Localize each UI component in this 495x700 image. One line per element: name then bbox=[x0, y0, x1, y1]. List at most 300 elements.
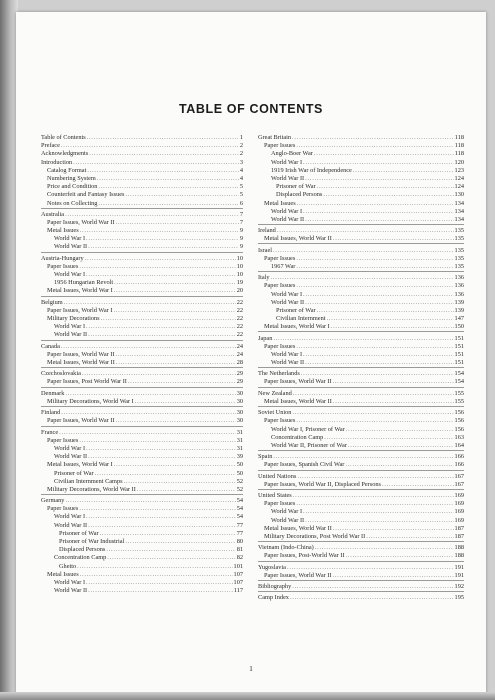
toc-entry-page: 135 bbox=[454, 246, 464, 254]
toc-entry-label: Counterfeit and Fantasy Issues bbox=[47, 191, 125, 199]
toc-entry-page: 54 bbox=[236, 505, 243, 513]
toc-entry-page: 134 bbox=[454, 199, 464, 207]
toc-entry-label: Paper Issues bbox=[47, 262, 79, 270]
toc-entry-label: Paper Issues bbox=[264, 142, 296, 150]
toc-section bbox=[258, 134, 464, 225]
toc-entry-label: World War II bbox=[271, 215, 305, 223]
toc-entry-label: World War II bbox=[271, 298, 305, 306]
book-page bbox=[16, 12, 486, 694]
toc-entry-label: World War II bbox=[271, 516, 305, 524]
toc-entry bbox=[258, 359, 464, 367]
toc-section bbox=[258, 370, 464, 387]
toc-entry-page: 50 bbox=[236, 461, 243, 469]
dot-leader bbox=[65, 497, 235, 505]
toc-entry bbox=[258, 517, 464, 525]
dot-leader bbox=[323, 191, 453, 199]
toc-entry-page: 136 bbox=[454, 290, 464, 298]
toc-entry-page: 28 bbox=[236, 359, 243, 367]
toc-entry bbox=[258, 572, 464, 580]
toc-entry-page: 166 bbox=[454, 461, 464, 469]
dot-leader bbox=[296, 343, 453, 351]
toc-entry-page: 107 bbox=[233, 578, 243, 586]
toc-entry bbox=[41, 587, 243, 595]
toc-entry-page: 6 bbox=[239, 199, 243, 207]
toc-entry-label: Paper Issues bbox=[47, 436, 79, 444]
toc-entry-label: World War I bbox=[54, 235, 86, 243]
toc-entry-label: World War I bbox=[271, 207, 303, 215]
toc-entry-label: Metal Issues, World War II bbox=[264, 235, 332, 243]
toc-entry-page: 80 bbox=[236, 538, 243, 546]
toc-entry-label: Metal Issues, World War II bbox=[264, 397, 332, 405]
toc-section bbox=[41, 255, 243, 297]
toc-entry-label: Civilian Internment Camps bbox=[54, 477, 123, 485]
dot-leader bbox=[88, 522, 236, 530]
dot-leader bbox=[273, 247, 454, 255]
toc-entry bbox=[258, 583, 464, 591]
toc-entry bbox=[258, 370, 464, 378]
toc-entry-page: 134 bbox=[454, 207, 464, 215]
dot-leader bbox=[305, 359, 453, 367]
toc-entry-label: World War II bbox=[54, 243, 88, 251]
dot-leader bbox=[315, 544, 454, 552]
dot-leader bbox=[277, 227, 454, 235]
toc-entry-label: Concentration Camp bbox=[271, 433, 324, 441]
toc-entry-page: 9 bbox=[239, 243, 243, 251]
toc-entry-page: 5 bbox=[239, 183, 243, 191]
toc-entry-page: 5 bbox=[239, 191, 243, 199]
toc-entry-page: 24 bbox=[236, 350, 243, 358]
toc-entry-page: 4 bbox=[239, 166, 243, 174]
toc-entry bbox=[41, 142, 243, 150]
toc-section bbox=[258, 247, 464, 273]
toc-column-left bbox=[41, 134, 243, 597]
toc-section bbox=[41, 134, 243, 209]
dot-leader bbox=[125, 538, 235, 546]
toc-entry-label: Paper Issues, World War II bbox=[47, 417, 115, 425]
toc-entry-page: 30 bbox=[236, 409, 243, 417]
dot-leader bbox=[114, 461, 236, 469]
toc-entry-page: 24 bbox=[236, 342, 243, 350]
toc-entry bbox=[258, 255, 464, 263]
dot-leader bbox=[82, 370, 236, 378]
toc-entry-label: Civilian Internment bbox=[276, 315, 326, 323]
toc-entry-label: Soviet Union bbox=[258, 409, 292, 417]
toc-entry bbox=[258, 552, 464, 560]
dot-leader bbox=[327, 315, 454, 323]
toc-entry-label: 1956 Hungarian Revolt bbox=[54, 279, 114, 287]
dot-leader bbox=[100, 530, 236, 538]
toc-entry-page: 30 bbox=[236, 397, 243, 405]
dot-leader bbox=[305, 216, 453, 224]
toc-entry bbox=[258, 200, 464, 208]
dot-leader bbox=[292, 583, 453, 591]
toc-entry bbox=[258, 235, 464, 243]
toc-entry-page: 167 bbox=[454, 480, 464, 488]
toc-entry-label: Metal Issues, World War II bbox=[47, 359, 115, 367]
toc-entry-page: 4 bbox=[239, 174, 243, 182]
dot-leader bbox=[95, 470, 236, 478]
toc-entry bbox=[41, 505, 243, 513]
dot-leader bbox=[59, 429, 236, 437]
toc-entry bbox=[258, 492, 464, 500]
toc-entry bbox=[258, 167, 464, 175]
toc-entry-page: 117 bbox=[233, 587, 243, 595]
toc-entry-page: 187 bbox=[454, 524, 464, 532]
toc-entry bbox=[41, 554, 243, 562]
toc-entry bbox=[41, 307, 243, 315]
toc-entry-label: World War I bbox=[54, 323, 86, 331]
toc-entry bbox=[258, 183, 464, 191]
toc-entry-page: 22 bbox=[236, 323, 243, 331]
toc-entry bbox=[41, 530, 243, 538]
toc-entry bbox=[258, 525, 464, 533]
toc-entry-page: 155 bbox=[454, 389, 464, 397]
dot-leader bbox=[273, 335, 453, 343]
toc-entry-page: 2 bbox=[239, 150, 243, 158]
dot-leader bbox=[125, 191, 238, 199]
dot-leader bbox=[314, 150, 454, 158]
toc-section bbox=[258, 564, 464, 581]
dot-leader bbox=[79, 505, 235, 513]
toc-entry-page: 188 bbox=[454, 552, 464, 560]
toc-entry-label: World War II bbox=[271, 174, 305, 182]
toc-entry bbox=[258, 473, 464, 481]
toc-entry bbox=[41, 287, 243, 295]
toc-entry-label: World War I bbox=[54, 444, 86, 452]
toc-entry-page: 1 bbox=[239, 134, 243, 141]
toc-entry-label: Canada bbox=[41, 342, 60, 350]
toc-entry-page: 3 bbox=[239, 158, 243, 166]
toc-section bbox=[41, 409, 243, 426]
dot-leader bbox=[89, 150, 239, 158]
toc-entry-label: World War I bbox=[54, 271, 86, 279]
toc-entry-page: 135 bbox=[454, 227, 464, 235]
toc-entry bbox=[258, 434, 464, 442]
dot-leader bbox=[65, 390, 235, 398]
toc-entry-page: 118 bbox=[454, 134, 464, 141]
toc-entry-label: Price and Condition bbox=[47, 183, 98, 191]
toc-entry bbox=[41, 323, 243, 331]
dot-leader bbox=[98, 183, 238, 191]
toc-entry-page: 29 bbox=[236, 378, 243, 386]
toc-entry bbox=[258, 263, 464, 271]
toc-section bbox=[258, 473, 464, 490]
dot-leader bbox=[303, 291, 454, 299]
toc-entry bbox=[41, 331, 243, 339]
toc-entry-page: 81 bbox=[236, 546, 243, 554]
toc-entry bbox=[41, 429, 243, 437]
toc-entry-label: Paper Issues bbox=[264, 417, 296, 425]
toc-entry-page: 54 bbox=[236, 497, 243, 505]
dot-leader bbox=[332, 378, 453, 386]
toc-entry bbox=[41, 470, 243, 478]
toc-entry-label: Czechoslovakia bbox=[41, 370, 81, 378]
scan-bottom-edge bbox=[0, 692, 495, 700]
toc-entry bbox=[41, 211, 243, 219]
toc-entry-label: Notes on Collecting bbox=[47, 199, 98, 207]
toc-entry bbox=[41, 200, 243, 208]
toc-entry-label: Belgium bbox=[41, 298, 63, 306]
toc-entry-page: 9 bbox=[239, 235, 243, 243]
toc-entry-page: 166 bbox=[454, 453, 464, 461]
toc-entry-label: Paper Issues, World War II bbox=[264, 378, 332, 386]
toc-section bbox=[258, 583, 464, 592]
dot-leader bbox=[333, 235, 454, 243]
toc-entry-page: 169 bbox=[454, 516, 464, 524]
dot-leader bbox=[303, 351, 454, 359]
toc-entry-page: 124 bbox=[454, 183, 464, 191]
dot-leader bbox=[128, 378, 236, 386]
toc-entry-label: Paper Issues, World War II, Displaced Persons bbox=[264, 480, 381, 488]
toc-entry-label: Austria-Hungary bbox=[41, 254, 84, 262]
toc-entry-page: 31 bbox=[236, 436, 243, 444]
dot-leader bbox=[296, 417, 453, 425]
dot-leader bbox=[115, 219, 238, 227]
toc-entry bbox=[258, 453, 464, 461]
toc-entry bbox=[41, 134, 243, 142]
dot-leader bbox=[114, 279, 236, 287]
dot-leader bbox=[135, 398, 236, 406]
toc-entry-label: Metal Issues, World War I bbox=[264, 323, 330, 331]
dot-leader bbox=[87, 134, 239, 142]
toc-entry-label: Germany bbox=[41, 497, 65, 505]
dot-leader bbox=[97, 175, 239, 183]
toc-entry-label: Spain bbox=[258, 453, 273, 461]
toc-entry-page: 130 bbox=[454, 191, 464, 199]
toc-entry-label: Prisoner of War bbox=[276, 183, 316, 191]
toc-entry bbox=[258, 335, 464, 343]
toc-section bbox=[258, 544, 464, 561]
toc-entry bbox=[258, 426, 464, 434]
toc-entry bbox=[41, 175, 243, 183]
toc-entry-page: 155 bbox=[454, 397, 464, 405]
dot-leader bbox=[332, 572, 453, 580]
dot-leader bbox=[137, 486, 236, 494]
toc-entry-page: 31 bbox=[236, 428, 243, 436]
toc-entry-label: 1919 Irish War of Independence bbox=[271, 166, 352, 174]
toc-entry bbox=[258, 461, 464, 469]
toc-entry-page: 192 bbox=[454, 582, 464, 590]
toc-entry-label: United Nations bbox=[258, 472, 297, 480]
toc-entry-label: Yugoslavia bbox=[258, 563, 286, 571]
toc-entry bbox=[258, 343, 464, 351]
toc-entry bbox=[258, 175, 464, 183]
toc-entry-page: 30 bbox=[236, 389, 243, 397]
toc-entry-label: Finland bbox=[41, 409, 61, 417]
dot-leader bbox=[296, 142, 453, 150]
dot-leader bbox=[86, 323, 236, 331]
toc-section bbox=[258, 409, 464, 451]
dot-leader bbox=[80, 571, 233, 579]
dot-leader bbox=[297, 200, 454, 208]
toc-entry bbox=[258, 442, 464, 450]
toc-entry-label: Prisoner of War Industrial bbox=[59, 538, 125, 546]
toc-entry bbox=[41, 579, 243, 587]
toc-entry-label: Paper Issues bbox=[264, 282, 296, 290]
dot-leader bbox=[353, 167, 454, 175]
toc-entry-label: World War I, Prisoner of War bbox=[271, 425, 345, 433]
toc-entry bbox=[258, 564, 464, 572]
toc-entry-page: 188 bbox=[454, 544, 464, 552]
toc-entry bbox=[41, 445, 243, 453]
toc-section bbox=[41, 299, 243, 341]
toc-entry bbox=[258, 307, 464, 315]
dot-leader bbox=[346, 426, 454, 434]
toc-entry-page: 52 bbox=[236, 485, 243, 493]
dot-leader bbox=[366, 533, 453, 541]
toc-entry-label: Paper Issues, Spanish Civil War bbox=[264, 461, 345, 469]
dot-leader bbox=[86, 235, 239, 243]
toc-entry-page: 169 bbox=[454, 500, 464, 508]
toc-entry-page: 135 bbox=[454, 262, 464, 270]
toc-entry-label: Acknowledgments bbox=[41, 150, 89, 158]
toc-entry bbox=[258, 150, 464, 158]
toc-entry-page: 139 bbox=[454, 298, 464, 306]
dot-leader bbox=[86, 271, 236, 279]
toc-entry-page: 167 bbox=[454, 472, 464, 480]
toc-entry-label: Catalog Format bbox=[47, 166, 87, 174]
toc-entry-page: 9 bbox=[239, 227, 243, 235]
dot-leader bbox=[124, 478, 236, 486]
toc-entry-page: 135 bbox=[454, 235, 464, 243]
toc-entry-label: Camp Index bbox=[258, 594, 289, 602]
dot-leader bbox=[73, 159, 239, 167]
toc-entry-label: Paper Issues, World War I bbox=[47, 306, 113, 314]
dot-leader bbox=[88, 453, 236, 461]
toc-entry-label: Metal Issues, World War I bbox=[47, 461, 113, 469]
toc-entry-page: 151 bbox=[454, 359, 464, 367]
toc-entry-page: 10 bbox=[236, 254, 243, 262]
toc-entry-label: Anglo-Boer War bbox=[271, 150, 313, 158]
toc-section bbox=[41, 343, 243, 369]
toc-entry-page: 39 bbox=[236, 453, 243, 461]
toc-entry-label: Military Decorations, World War I bbox=[47, 397, 134, 405]
toc-entry-label: Military Decorations, World War II bbox=[47, 485, 136, 493]
toc-entry-label: Paper Issues bbox=[264, 342, 296, 350]
toc-entry-page: 77 bbox=[236, 529, 243, 537]
toc-entry bbox=[258, 544, 464, 552]
toc-entry bbox=[258, 191, 464, 199]
toc-entry-page: 77 bbox=[236, 521, 243, 529]
dot-leader bbox=[65, 211, 239, 219]
toc-entry-page: 20 bbox=[236, 287, 243, 295]
dot-leader bbox=[317, 307, 454, 315]
toc-entry bbox=[41, 546, 243, 554]
toc-entry bbox=[258, 390, 464, 398]
toc-entry-label: World War II bbox=[271, 359, 305, 367]
toc-entry-label: Military Decorations, Post World War II bbox=[264, 532, 366, 540]
toc-entry-label: Great Britain bbox=[258, 134, 292, 141]
toc-entry-page: 54 bbox=[236, 513, 243, 521]
toc-entry-page: 120 bbox=[454, 158, 464, 166]
toc-entry-label: World War I bbox=[271, 290, 303, 298]
dot-leader bbox=[113, 307, 235, 315]
toc-entry-label: 1967 War bbox=[271, 262, 296, 270]
toc-entry bbox=[41, 271, 243, 279]
toc-entry-label: Paper Issues, Post World War II bbox=[47, 378, 127, 386]
toc-section bbox=[41, 390, 243, 407]
toc-entry-page: 164 bbox=[454, 441, 464, 449]
dot-leader bbox=[292, 134, 454, 142]
toc-entry bbox=[258, 291, 464, 299]
toc-entry-page: 136 bbox=[454, 282, 464, 290]
dot-leader bbox=[61, 142, 239, 150]
toc-entry-page: 191 bbox=[454, 563, 464, 571]
toc-entry bbox=[41, 513, 243, 521]
dot-leader bbox=[296, 255, 453, 263]
toc-entry bbox=[258, 299, 464, 307]
toc-entry bbox=[41, 167, 243, 175]
dot-leader bbox=[331, 323, 454, 331]
toc-entry bbox=[258, 508, 464, 516]
toc-entry-label: Italy bbox=[258, 274, 270, 282]
toc-entry-page: 150 bbox=[454, 323, 464, 331]
toc-entry-label: Paper Issues, Post-World War II bbox=[264, 552, 345, 560]
toc-entry bbox=[258, 533, 464, 541]
toc-entry-label: World War II bbox=[54, 331, 88, 339]
toc-entry-label: Paper Issues, World War II bbox=[264, 571, 332, 579]
toc-entry-page: 123 bbox=[454, 166, 464, 174]
toc-section bbox=[41, 211, 243, 253]
toc-entry bbox=[41, 263, 243, 271]
toc-entry bbox=[41, 343, 243, 351]
toc-entry-label: Israel bbox=[258, 246, 272, 254]
dot-leader bbox=[345, 461, 453, 469]
toc-entry-label: Concentration Camp bbox=[54, 554, 107, 562]
dot-leader bbox=[106, 546, 235, 554]
toc-entry bbox=[41, 279, 243, 287]
toc-entry-page: 156 bbox=[454, 409, 464, 417]
toc-section bbox=[258, 274, 464, 332]
toc-entry-label: Displaced Persons bbox=[59, 546, 106, 554]
toc-entry bbox=[41, 191, 243, 199]
dot-leader bbox=[290, 594, 454, 602]
toc-entry-label: Prisoner of War bbox=[276, 306, 316, 314]
toc-entry-page: 151 bbox=[454, 342, 464, 350]
toc-entry-label: Displaced Persons bbox=[276, 191, 323, 199]
toc-entry bbox=[41, 437, 243, 445]
toc-entry bbox=[258, 227, 464, 235]
toc-entry-page: 147 bbox=[454, 315, 464, 323]
toc-entry-page: 169 bbox=[454, 508, 464, 516]
toc-entry bbox=[258, 378, 464, 386]
toc-entry bbox=[41, 398, 243, 406]
toc-entry-label: Table of Contents bbox=[41, 134, 86, 141]
page-number: 1 bbox=[249, 664, 253, 673]
toc-entry-page: 30 bbox=[236, 417, 243, 425]
toc-entry-page: 136 bbox=[454, 274, 464, 282]
toc-entry-page: 7 bbox=[239, 210, 243, 218]
dot-leader bbox=[87, 167, 238, 175]
toc-entry-label: Ghetto bbox=[59, 562, 77, 570]
toc-entry bbox=[41, 243, 243, 251]
toc-entry-label: Paper Issues, World War II bbox=[47, 218, 115, 226]
toc-entry-label: Denmark bbox=[41, 389, 65, 397]
toc-entry-label: Metal Issues bbox=[47, 227, 79, 235]
toc-entry bbox=[258, 417, 464, 425]
dot-leader bbox=[296, 263, 453, 271]
toc-entry-page: 10 bbox=[236, 271, 243, 279]
dot-leader bbox=[296, 500, 453, 508]
toc-entry-page: 195 bbox=[454, 594, 464, 602]
toc-entry-page: 22 bbox=[236, 306, 243, 314]
toc-entry-page: 82 bbox=[236, 554, 243, 562]
toc-entry-page: 151 bbox=[454, 350, 464, 358]
dot-leader bbox=[305, 175, 453, 183]
toc-entry bbox=[258, 594, 464, 602]
dot-leader bbox=[85, 255, 236, 263]
dot-leader bbox=[107, 554, 235, 562]
